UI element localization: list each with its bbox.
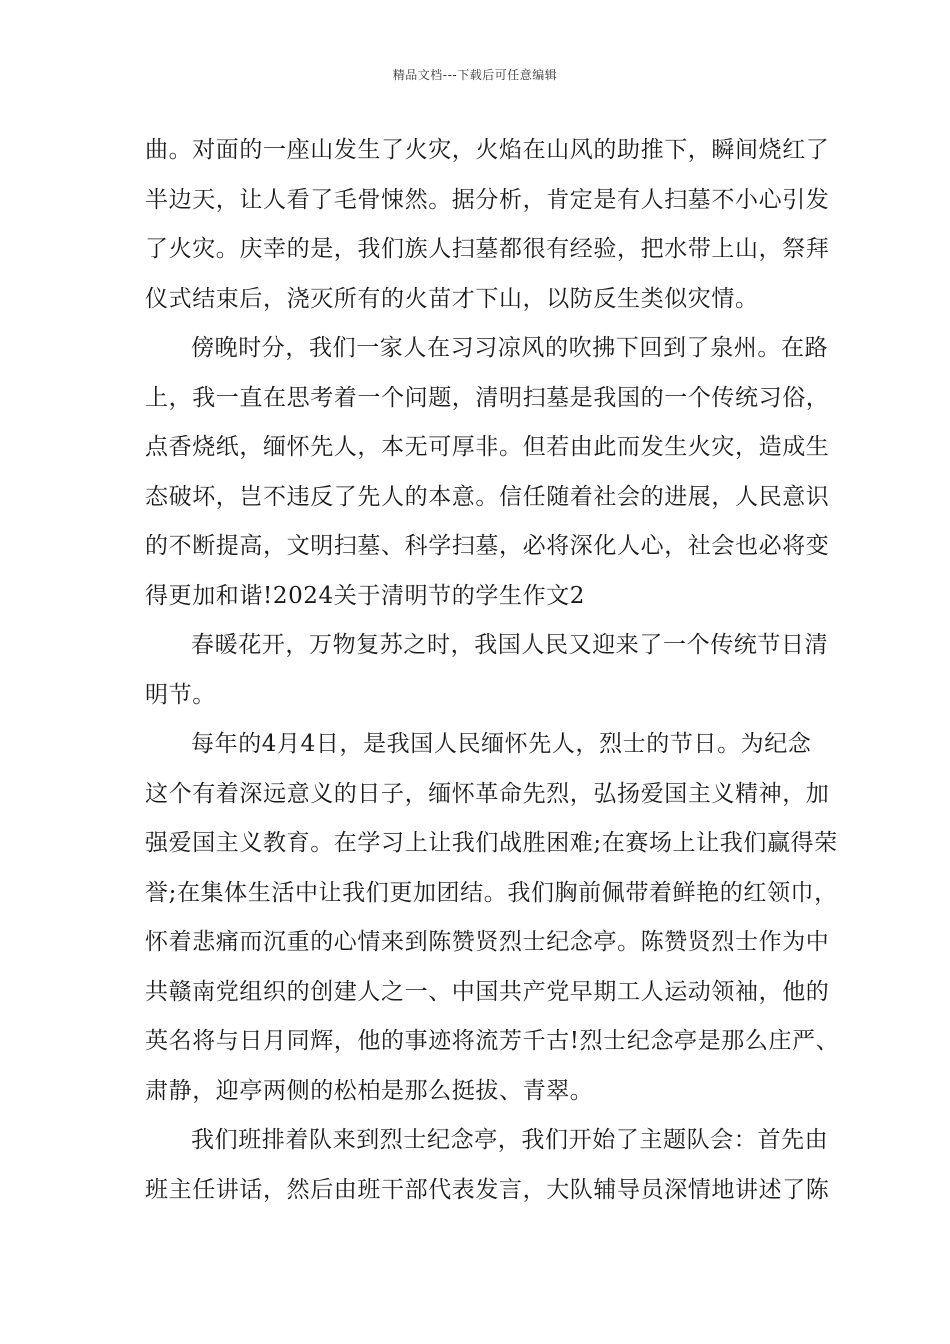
text-line: 共赣南党组织的创建人之一、中国共产党早期工人运动领袖，他的 (145, 978, 830, 1005)
text-line: 这个有着深远意义的日子，缅怀革命先烈，弘扬爱国主义精神，加 (145, 780, 830, 807)
text-line: 态破坏，岂不违反了先人的本意。信任随着社会的进展，人民意识 (145, 483, 830, 510)
text-line: 誉;在集体生活中让我们更加团结。我们胸前佩带着鲜艳的红领巾， (145, 879, 838, 906)
text-line: 仪式结束后，浇灭所有的火苗才下山，以防反生类似灾情。 (145, 285, 759, 312)
paragraph-memorial (145, 720, 840, 1116)
text-line: 得更加和谐!2024关于清明节的学生作文2 (145, 582, 586, 609)
text-line: 我们班排着队来到烈士纪念亭，我们开始了主题队会：首先由 (191, 1127, 829, 1153)
text-line: 英名将与日月同辉，他的事迹将流芳千古!烈士纪念亭是那么庄严、 (145, 1028, 840, 1054)
text-line: 肃静，迎亭两侧的松柏是那么挺拔、青翠。 (145, 1077, 594, 1104)
text-line: 班主任讲话，然后由班干部代表发言，大队辅导员深情地讲述了陈 (145, 1176, 830, 1203)
paragraph-fire-incident (145, 126, 830, 324)
body-text (145, 126, 840, 1215)
text-line: 强爱国主义教育。在学习上让我们战胜困难;在赛场上让我们赢得荣 (145, 830, 838, 856)
text-line: 了火灾。庆幸的是，我们族人扫墓都很有经验，把水带上山，祭拜 (145, 236, 830, 262)
paragraph-spring (145, 621, 829, 720)
text-line: 春暖花开，万物复苏之时，我国人民又迎来了一个传统节日清 (191, 632, 829, 658)
text-line: 点香烧纸，缅怀先人，本无可厚非。但若由此而发生火灾，造成生 (145, 434, 830, 460)
paragraph-return-quanzhou (145, 324, 830, 621)
text-line: 每年的4月4日，是我国人民缅怀先人，烈士的节日。为纪念 (191, 731, 812, 757)
text-line: 曲。对面的一座山发生了火灾，火焰在山风的助推下，瞬间烧红了 (145, 137, 830, 163)
text-line: 怀着悲痛而沉重的心情来到陈赞贤烈士纪念亭。陈赞贤烈士作为中 (145, 929, 830, 955)
text-line: 半边天，让人看了毛骨悚然。据分析，肯定是有人扫墓不小心引发 (145, 186, 830, 213)
page-header: 精品文档---下载后可任意编辑 (392, 68, 558, 82)
text-line: 上，我一直在思考着一个问题，清明扫墓是我国的一个传统习俗， (145, 384, 830, 411)
text-line: 傍晚时分，我们一家人在习习凉风的吹拂下回到了泉州。在路 (191, 335, 829, 361)
paragraph-team-meeting (145, 1116, 830, 1215)
text-line: 明节。 (145, 681, 216, 708)
text-line: 的不断提高，文明扫墓、科学扫墓，必将深化人心，社会也必将变 (145, 533, 830, 559)
